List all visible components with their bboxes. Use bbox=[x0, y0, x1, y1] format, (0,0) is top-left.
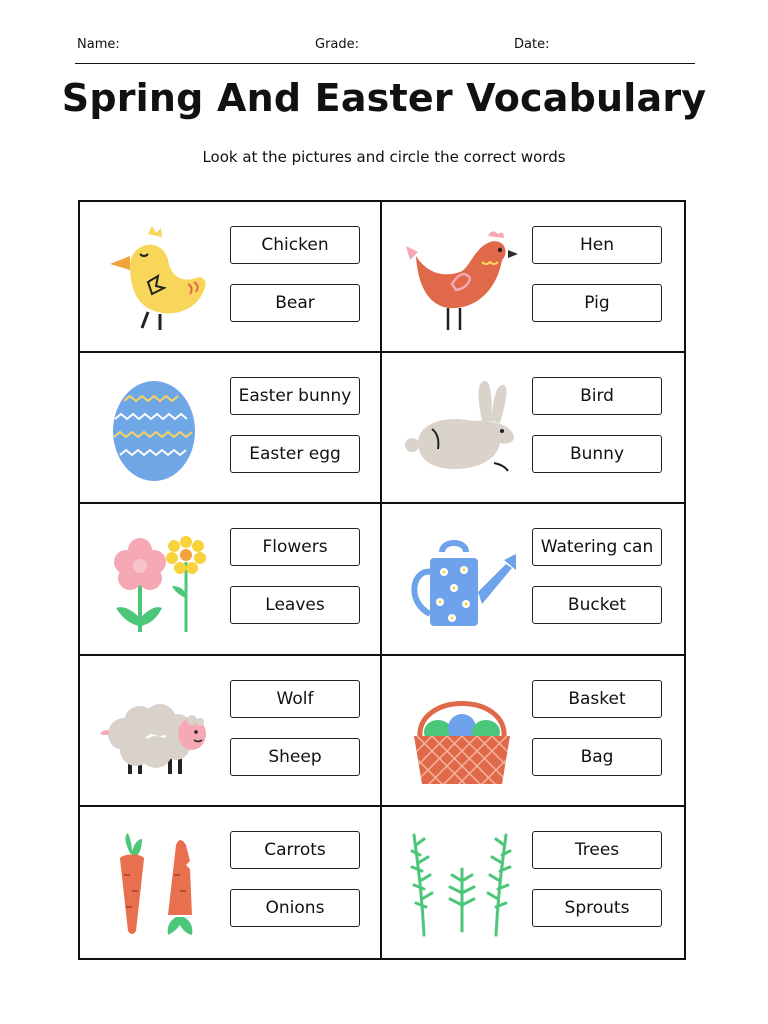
instructions: Look at the pictures and circle the correct words bbox=[202, 148, 566, 166]
sprouts-icon bbox=[402, 825, 522, 941]
basket-icon bbox=[402, 674, 522, 790]
option-pig[interactable]: Pig bbox=[532, 284, 662, 322]
date-label: Date: bbox=[514, 37, 550, 52]
name-label: Name: bbox=[77, 37, 120, 52]
option-onions[interactable]: Onions bbox=[230, 889, 360, 927]
vocab-cell-carrots bbox=[80, 807, 382, 958]
vocab-cell-bunny bbox=[382, 353, 684, 504]
vocab-cell-sprouts bbox=[382, 807, 684, 958]
option-sprouts[interactable]: Sprouts bbox=[532, 889, 662, 927]
vocab-cell-basket bbox=[382, 656, 684, 807]
vocab-cell-chick bbox=[80, 202, 382, 353]
option-sheep[interactable]: Sheep bbox=[230, 738, 360, 776]
option-easter-egg[interactable]: Easter egg bbox=[230, 435, 360, 473]
header-divider bbox=[75, 63, 695, 64]
option-bag[interactable]: Bag bbox=[532, 738, 662, 776]
sheep-icon bbox=[100, 674, 220, 790]
watering-can-icon bbox=[402, 522, 522, 638]
vocab-cell-flowers bbox=[80, 504, 382, 655]
option-bucket[interactable]: Bucket bbox=[532, 586, 662, 624]
option-easter-bunny[interactable]: Easter bunny bbox=[230, 377, 360, 415]
easter-egg-icon bbox=[100, 371, 220, 487]
option-hen[interactable]: Hen bbox=[532, 226, 662, 264]
option-carrots[interactable]: Carrots bbox=[230, 831, 360, 869]
chick-icon bbox=[100, 220, 220, 336]
option-wolf[interactable]: Wolf bbox=[230, 680, 360, 718]
vocabulary-grid bbox=[78, 200, 686, 960]
vocab-cell-watering-can bbox=[382, 504, 684, 655]
vocab-cell-hen bbox=[382, 202, 684, 353]
option-bear[interactable]: Bear bbox=[230, 284, 360, 322]
option-basket[interactable]: Basket bbox=[532, 680, 662, 718]
vocab-cell-sheep bbox=[80, 656, 382, 807]
page-title: Spring And Easter Vocabulary bbox=[61, 76, 707, 120]
option-trees[interactable]: Trees bbox=[532, 831, 662, 869]
option-flowers[interactable]: Flowers bbox=[230, 528, 360, 566]
option-watering-can[interactable]: Watering can bbox=[532, 528, 662, 566]
carrots-icon bbox=[100, 825, 220, 941]
vocab-cell-easter-egg bbox=[80, 353, 382, 504]
option-bird[interactable]: Bird bbox=[532, 377, 662, 415]
flowers-icon bbox=[100, 522, 220, 638]
option-leaves[interactable]: Leaves bbox=[230, 586, 360, 624]
grade-label: Grade: bbox=[315, 37, 360, 52]
option-chicken[interactable]: Chicken bbox=[230, 226, 360, 264]
option-bunny[interactable]: Bunny bbox=[532, 435, 662, 473]
hen-icon bbox=[402, 220, 522, 336]
bunny-icon bbox=[402, 371, 522, 487]
